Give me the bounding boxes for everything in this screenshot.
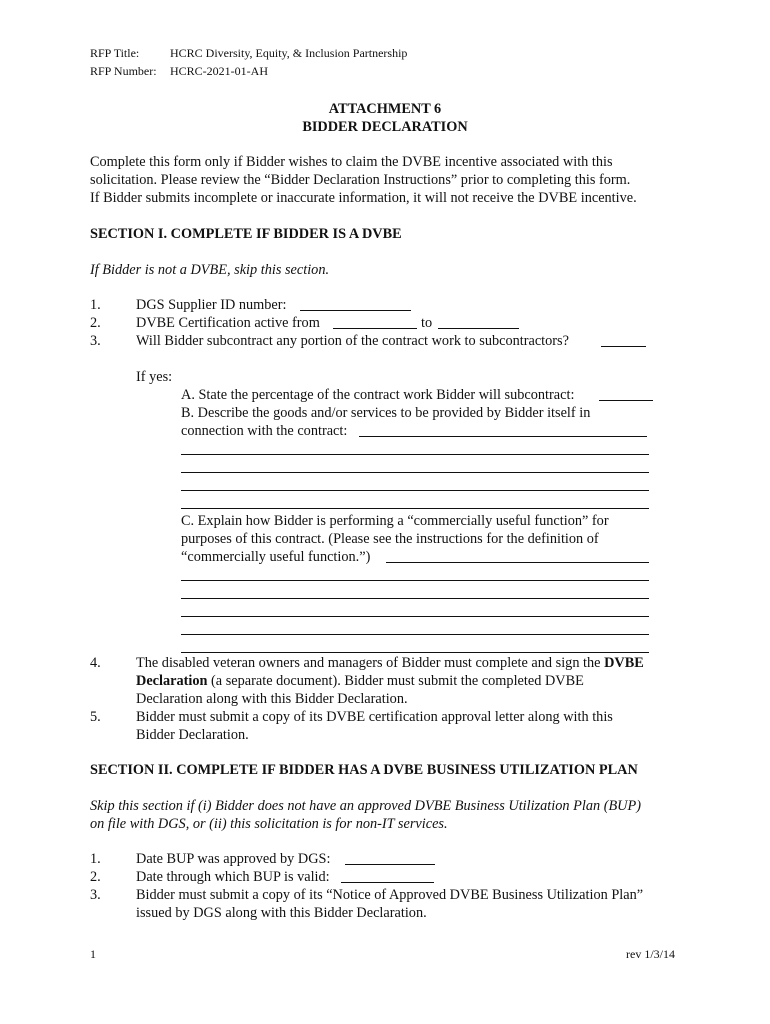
item-4-line-3: Declaration along with this Bidder Declaration.	[136, 691, 408, 707]
item-4-text: (a separate document). Bidder must submit the completed DVBE	[207, 673, 584, 689]
useful-function-field[interactable]	[181, 598, 649, 599]
subcontract-percentage-field[interactable]	[599, 400, 653, 401]
item-number: 5.	[90, 709, 101, 725]
intro-line-3: If Bidder submits incomplete or inaccurate information, it will not receive the DVBE incentive.	[90, 190, 637, 206]
item-5-line-2: Bidder Declaration.	[136, 727, 249, 743]
useful-function-field[interactable]	[181, 580, 649, 581]
useful-function-field[interactable]	[181, 652, 649, 653]
goods-services-field[interactable]	[181, 454, 649, 455]
goods-services-label-2: connection with the contract:	[181, 423, 348, 439]
section-1-heading: SECTION I. COMPLETE IF BIDDER IS A DVBE	[90, 226, 402, 242]
useful-function-label-1: C. Explain how Bidder is performing a “commercially useful function” for	[181, 513, 609, 529]
item-4-line-2	[136, 672, 584, 690]
document-title: BIDDER DECLARATION	[302, 119, 468, 135]
dvbe-declaration-ref: DVBE	[604, 655, 644, 671]
dvbe-declaration-ref: Declaration	[136, 673, 208, 689]
goods-services-field[interactable]	[181, 472, 649, 473]
page-number: 1	[90, 947, 96, 961]
section-1-note: If Bidder is not a DVBE, skip this section.	[90, 262, 330, 278]
rfp-number-value: HCRC-2021-01-AH	[170, 64, 268, 78]
attachment-title: ATTACHMENT 6	[328, 101, 442, 117]
bup-notice-text-2: issued by DGS along with this Bidder Declaration.	[136, 905, 427, 921]
intro-line-2: solicitation. Please review the “Bidder Declaration Instructions” prior to completing this form.	[90, 172, 631, 188]
subcontract-percentage-label: A. State the percentage of the contract work Bidder will subcontract:	[181, 387, 575, 403]
item-number: 1.	[90, 297, 101, 313]
useful-function-field[interactable]	[386, 562, 649, 563]
certification-to-label: to	[421, 315, 433, 331]
bup-valid-date-field[interactable]	[341, 882, 434, 883]
item-4-text: The disabled veteran owners and managers of Bidder must complete and sign the	[136, 655, 605, 671]
goods-services-label-1: B. Describe the goods and/or services to be provided by Bidder itself in	[181, 405, 591, 421]
intro-line-1: Complete this form only if Bidder wishes to claim the DVBE incentive associated with this	[90, 154, 613, 170]
item-number: 4.	[90, 655, 101, 671]
useful-function-label-3: “commercially useful function.”)	[181, 549, 371, 565]
goods-services-field[interactable]	[181, 508, 649, 509]
item-number: 2.	[90, 869, 101, 885]
item-number: 3.	[90, 333, 101, 349]
useful-function-field[interactable]	[181, 616, 649, 617]
rfp-title-value: HCRC Diversity, Equity, & Inclusion Partnership	[170, 46, 408, 60]
bup-approved-label: Date BUP was approved by DGS:	[136, 851, 331, 867]
item-number: 1.	[90, 851, 101, 867]
useful-function-label-2: purposes of this contract. (Please see the instructions for the definition of	[181, 531, 599, 547]
certification-to-field[interactable]	[438, 328, 519, 329]
certification-label: DVBE Certification active from	[136, 315, 320, 331]
bup-valid-label: Date through which BUP is valid:	[136, 869, 330, 885]
supplier-id-label: DGS Supplier ID number:	[136, 297, 287, 313]
bup-notice-text: Bidder must submit a copy of its “Notice of Approved DVBE Business Utilization Plan”	[136, 887, 644, 903]
subcontract-question: Will Bidder subcontract any portion of the contract work to subcontractors?	[136, 333, 569, 349]
goods-services-field[interactable]	[181, 490, 649, 491]
goods-services-field[interactable]	[359, 436, 647, 437]
rfp-title-label: RFP Title:	[90, 46, 140, 60]
supplier-id-field[interactable]	[300, 310, 411, 311]
item-5-text: Bidder must submit a copy of its DVBE certification approval letter along with this	[136, 709, 613, 725]
if-yes-label: If yes:	[136, 369, 173, 385]
rfp-number-label: RFP Number:	[90, 64, 157, 78]
item-number: 3.	[90, 887, 101, 903]
useful-function-field[interactable]	[181, 634, 649, 635]
bup-approved-date-field[interactable]	[345, 864, 435, 865]
certification-from-field[interactable]	[333, 328, 417, 329]
section-2-note-2: on file with DGS, or (ii) this solicitation is for non-IT services.	[90, 816, 448, 832]
section-2-note-1: Skip this section if (i) Bidder does not have an approved DVBE Business Utilization Plan (BUP)	[90, 798, 642, 814]
item-number: 2.	[90, 315, 101, 331]
section-2-heading: SECTION II. COMPLETE IF BIDDER HAS A DVBE BUSINESS UTILIZATION PLAN	[90, 762, 638, 778]
subcontract-answer-field[interactable]	[601, 346, 646, 347]
revision-label: rev 1/3/14	[626, 947, 675, 961]
